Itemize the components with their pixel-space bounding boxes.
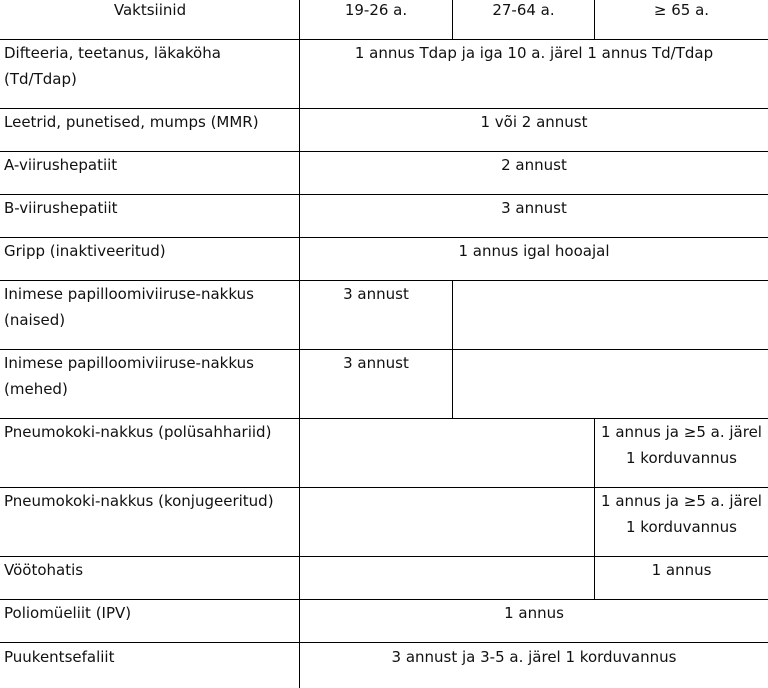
vaccine-name: Poliomüeliit (IPV) xyxy=(4,604,132,622)
dose-all-ages: 1 annus xyxy=(504,604,564,622)
vaccine-name: Pneumokoki-nakkus (polüsahhariid) xyxy=(4,423,272,441)
header-age-19-26: 19-26 a. xyxy=(344,1,408,19)
vaccine-name: Difteeria, teetanus, läkaköha (Td/Tdap) xyxy=(4,44,221,88)
row-divider xyxy=(0,642,768,643)
dose-age-65-plus: 1 annus ja ≥5 a. järel 1 korduvannus xyxy=(601,492,762,536)
vaccine-name: Pneumokoki-nakkus (konjugeeritud) xyxy=(4,492,274,510)
vaccine-name: B-viirushepatiit xyxy=(4,199,118,217)
column-divider xyxy=(452,280,453,419)
dose-age-19-26: 3 annust xyxy=(343,354,409,372)
vaccine-name: Inimese papilloomiviiruse-nakkus (mehed) xyxy=(4,354,254,398)
dose-all-ages: 2 annust xyxy=(501,156,567,174)
dose-all-ages: 3 annust ja 3-5 a. järel 1 korduvannus xyxy=(391,648,677,666)
dose-age-65-plus: 1 annus ja ≥5 a. järel 1 korduvannus xyxy=(601,423,762,467)
header-age-65-plus: ≥ 65 a. xyxy=(653,1,710,19)
vaccine-name: Leetrid, punetised, mumps (MMR) xyxy=(4,113,259,131)
dose-all-ages: 1 annus igal hooajal xyxy=(458,242,610,260)
header-vaccines: Vaktsiinid xyxy=(113,1,187,19)
dose-all-ages: 3 annust xyxy=(501,199,567,217)
dose-age-65-plus: 1 annus xyxy=(651,561,712,579)
vaccine-name: Inimese papilloomiviiruse-nakkus (naised) xyxy=(4,285,254,329)
dose-age-19-26: 3 annust xyxy=(343,285,409,303)
vaccine-name: Gripp (inaktiveeritud) xyxy=(4,242,166,260)
vaccine-name: Puukentsefaliit xyxy=(4,648,115,666)
header-age-27-64: 27-64 a. xyxy=(492,1,555,19)
vaccine-name: Vöötohatis xyxy=(4,561,84,579)
column-divider xyxy=(299,0,300,688)
vaccine-name: A-viirushepatiit xyxy=(4,156,118,174)
dose-all-ages: 1 või 2 annust xyxy=(480,113,588,131)
dose-all-ages: 1 annus Tdap ja iga 10 a. järel 1 annus Td/Tdap xyxy=(354,44,714,62)
